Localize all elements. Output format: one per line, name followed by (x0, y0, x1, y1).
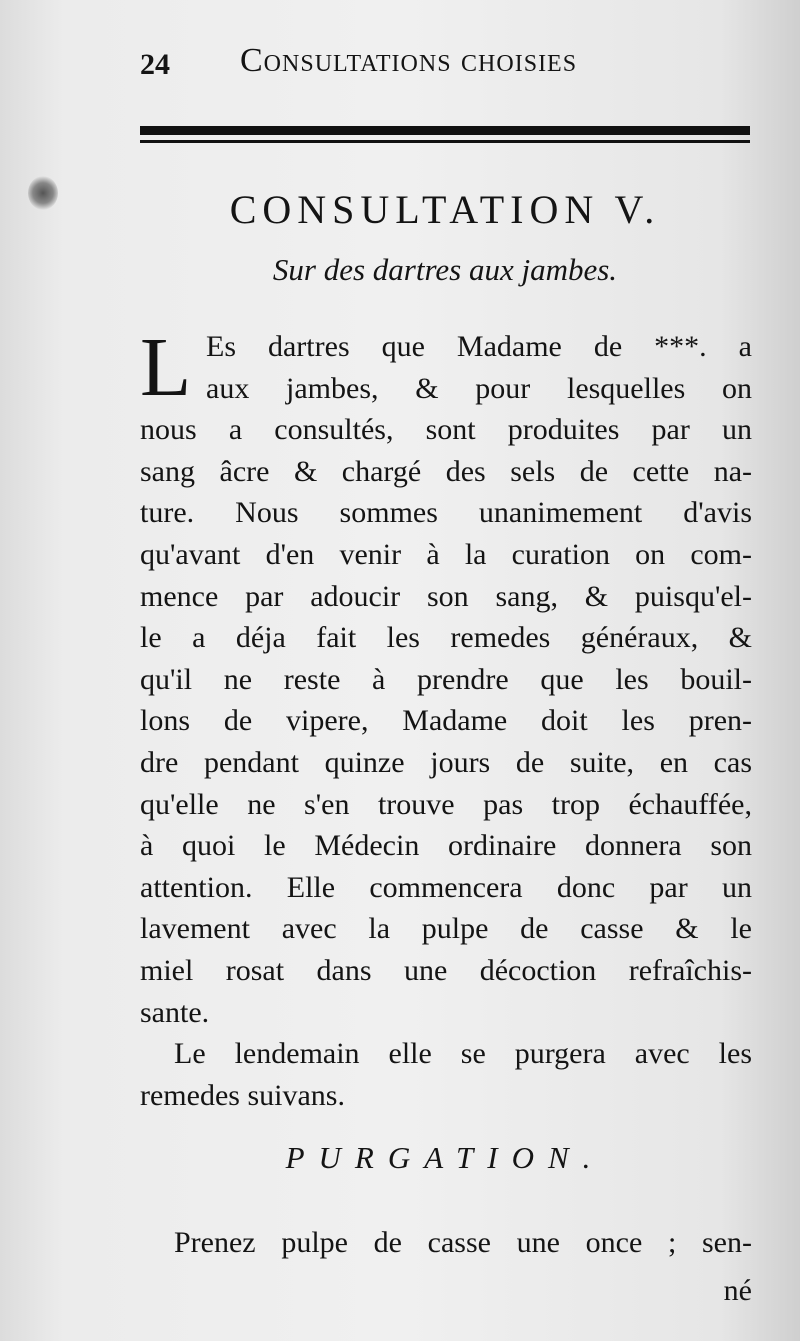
text-line: le a déja fait les remedes généraux, & (140, 621, 752, 655)
text-line: Le lendemain elle se purgera avec les (174, 1037, 752, 1071)
text-line: aux jambes, & pour lesquelles on (206, 371, 752, 405)
text-line: ture. Nous sommes unanimement d'avis (140, 496, 752, 530)
header-rule-thick (140, 126, 750, 135)
text-line: sante. (140, 995, 210, 1029)
consultation-subheading: Sur des dartres aux jambes. (272, 252, 618, 287)
text-line: remedes suivans. (140, 1078, 345, 1112)
consultation-body (140, 321, 752, 1116)
text-line: mence par adoucir son sang, & puisqu'el- (140, 579, 752, 613)
text-line: qu'avant d'en venir à la curation on com- (140, 537, 752, 571)
text-line: Es dartres que Madame de ***. a (206, 330, 752, 363)
page-number: 24 (140, 48, 170, 81)
purgation-title: PURGATION. (285, 1140, 605, 1175)
header-rule-thin (140, 140, 750, 143)
catchword: né (723, 1274, 752, 1307)
recipe-text (140, 1222, 752, 1264)
text-line: à quoi le Médecin ordinaire donnera son (140, 829, 752, 863)
drop-cap: L (140, 321, 192, 414)
text-line: attention. Elle commencera donc par un (140, 870, 752, 904)
text-line: miel rosat dans une décoction refraîchis- (140, 953, 752, 987)
text-line: dre pendant quinze jours de suite, en cas (140, 745, 752, 779)
running-head (140, 40, 760, 90)
text-line: Prenez pulpe de casse une once ; sen- (174, 1226, 752, 1259)
ink-blot (28, 176, 58, 210)
consultation-heading: CONSULTATION V. (229, 187, 661, 232)
text-line: qu'il ne reste à prendre que les bouil- (140, 662, 752, 696)
text-line: lavement avec la pulpe de casse & le (140, 912, 752, 946)
text-line: qu'elle ne s'en trouve pas trop échauffée, (140, 787, 752, 821)
text-line: sang âcre & chargé des sels de cette na- (140, 454, 752, 488)
running-title: Consultations choisies (240, 42, 578, 79)
text-line: lons de vipere, Madame doit les pren- (140, 704, 752, 738)
text-line: nous a consultés, sont produites par un (140, 413, 752, 447)
